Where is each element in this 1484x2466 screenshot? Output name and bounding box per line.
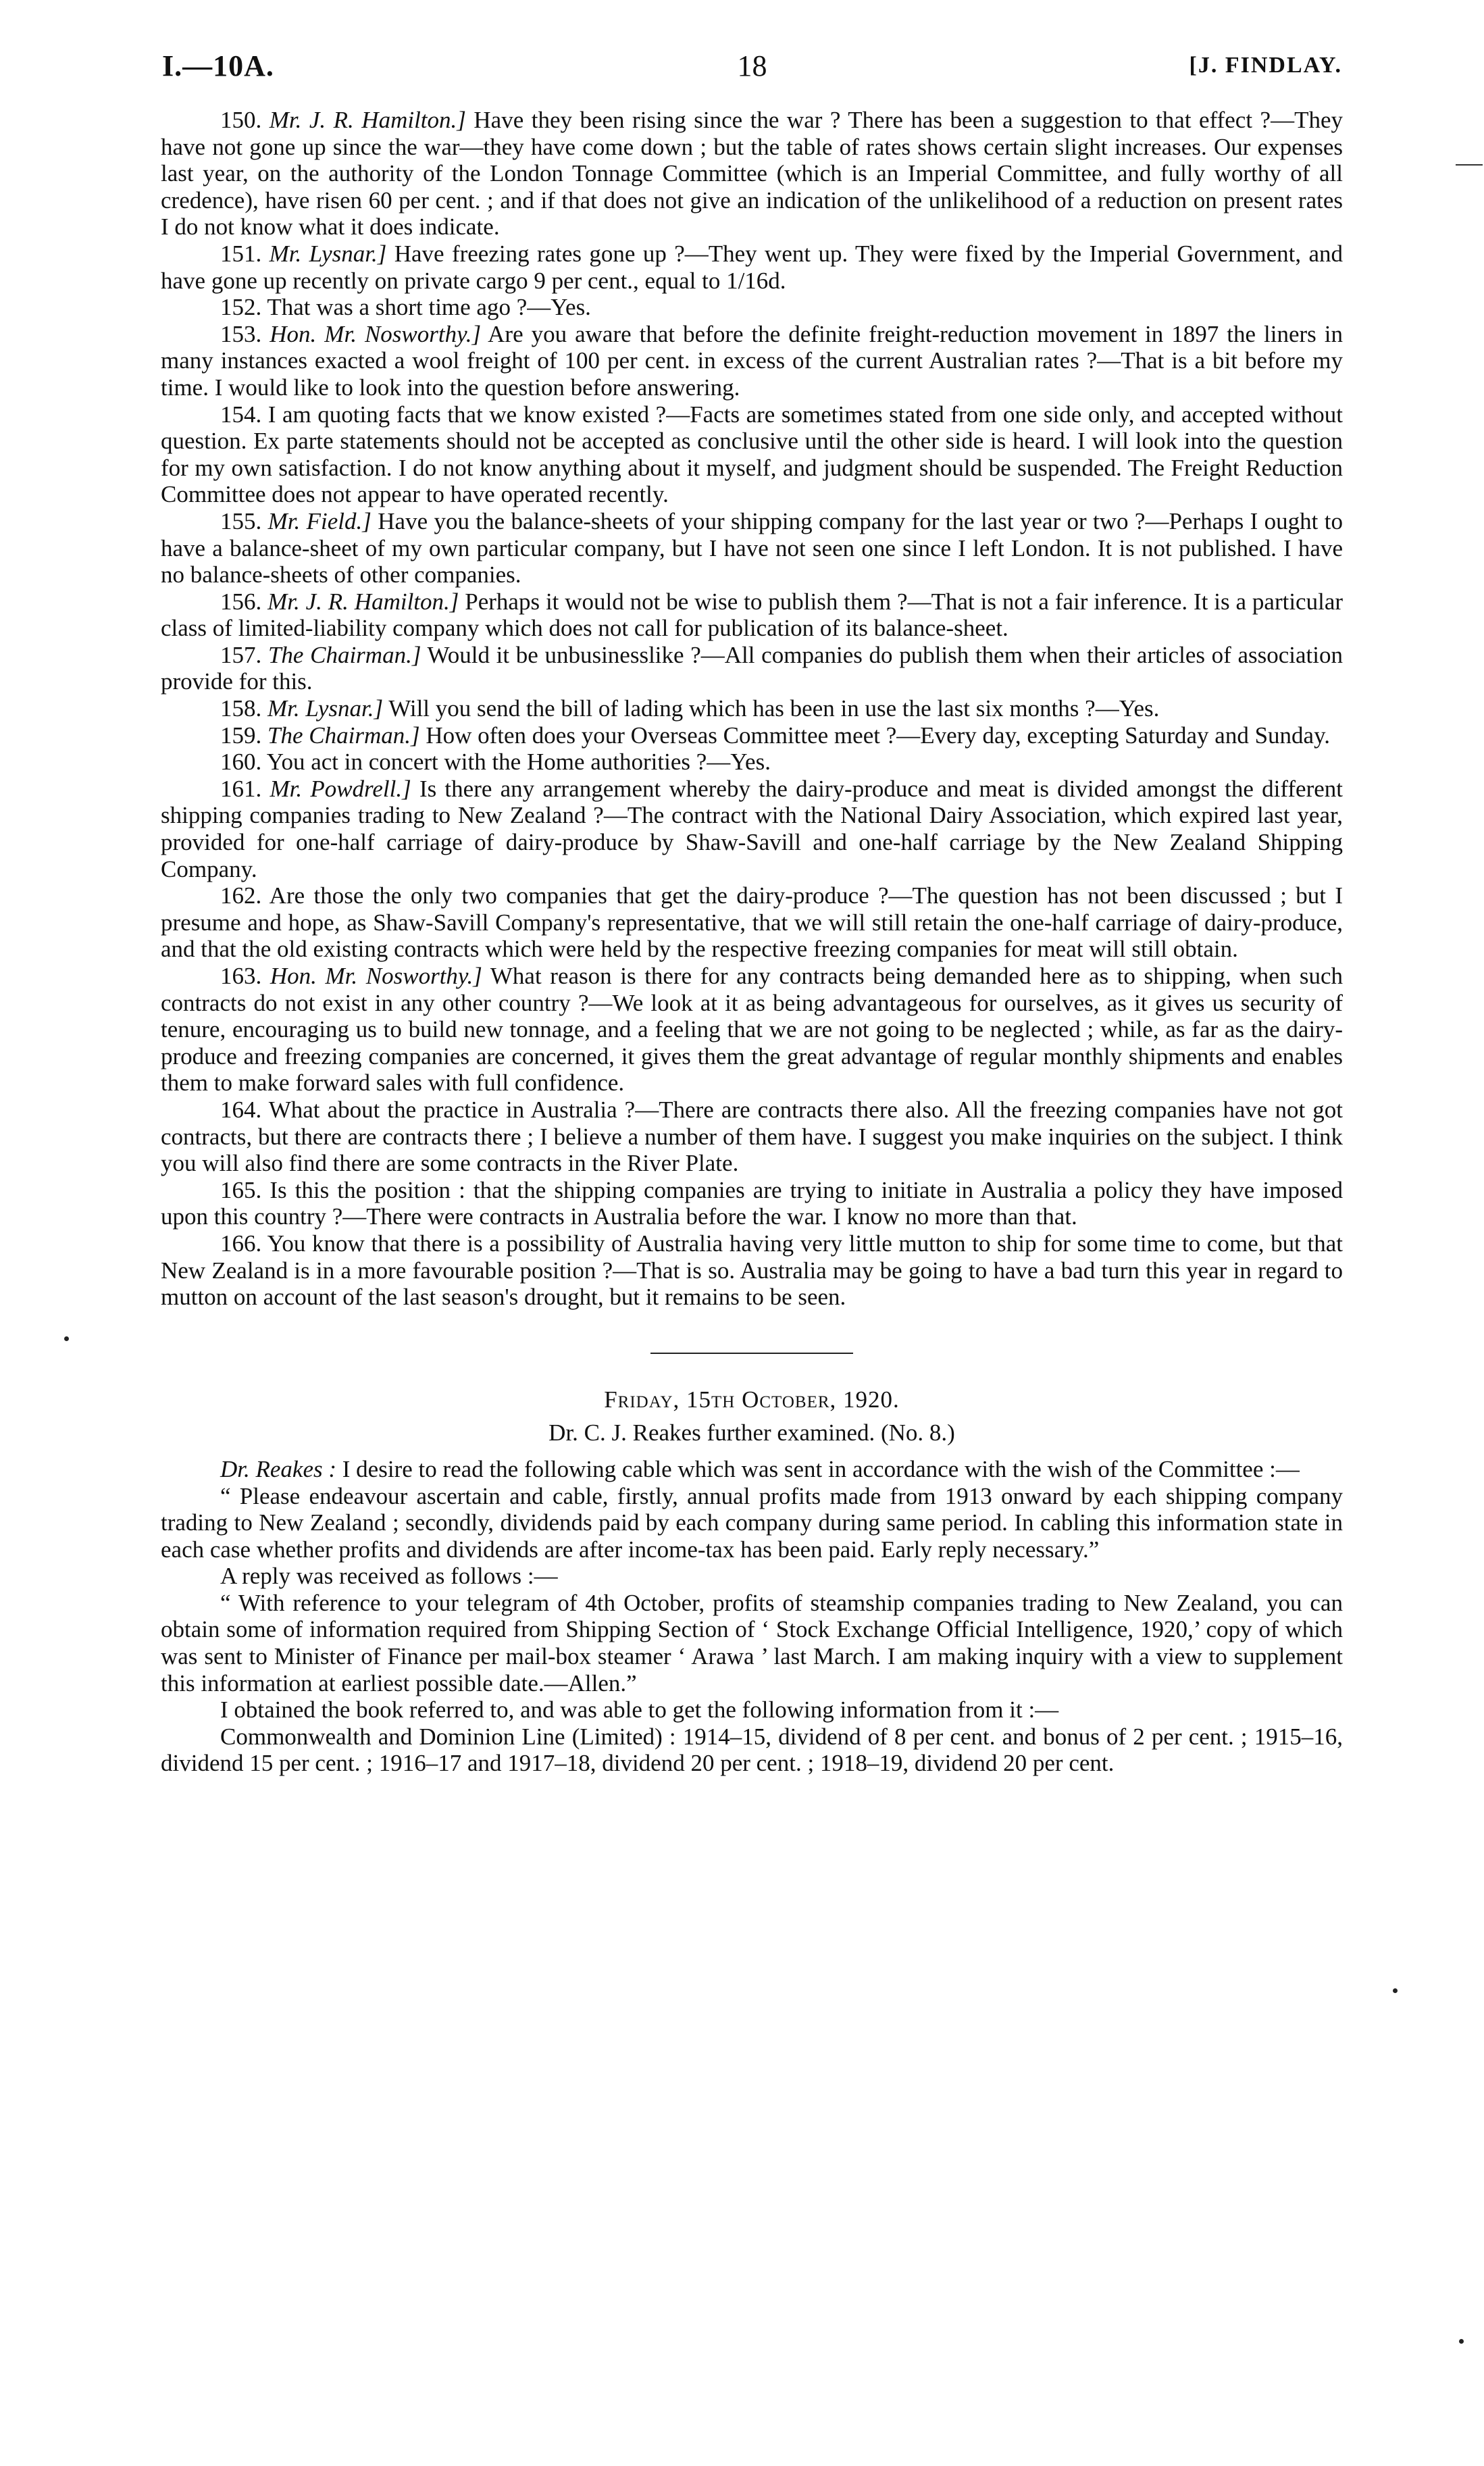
paragraph-text: How often does your Overseas Committee meet ?—Every day, excepting Saturday and Sunday. xyxy=(419,722,1331,749)
paragraph-text: I desire to read the following cable which was sent in accordance with the wish of the Committee :— xyxy=(336,1455,1300,1482)
paragraph-text: Have you the balance-sheets of your shipping company for the last year or two ?—Perhaps I ought to have a balance-sheet of my own particular company, but I have not seen one since I left London. It is not published. I have no balance-sheets of other companies. xyxy=(161,507,1344,588)
book-paragraph: I obtained the book referred to, and was able to get the following information from it :— xyxy=(220,1696,1059,1723)
qa-paragraph xyxy=(161,241,1343,294)
question-number: 165. xyxy=(220,1176,262,1203)
qa-paragraph xyxy=(161,1230,1343,1311)
question-number: 160. xyxy=(220,749,262,776)
speck-mark xyxy=(1459,2339,1464,2344)
paragraph-text: That was a short time ago ?—Yes. xyxy=(267,294,591,321)
paragraph-text: Will you send the bill of lading which has been in use the last six months ?—Yes. xyxy=(383,695,1160,722)
question-number: 158. xyxy=(220,695,262,722)
question-number: 154. xyxy=(220,401,262,428)
qa-paragraph xyxy=(161,1177,1343,1230)
paragraph-text: What about the practice in Australia ?—There are contracts there also. All the freezing companies have not got contracts, but there are contracts there ; I believe a number of them have. I suggest you make inquiries on the subject. I think you will also find there are some contracts in the River Plate. xyxy=(161,1096,1343,1177)
question-number: 159. xyxy=(220,722,262,749)
speaker-label: Mr. J. R. Hamilton.] xyxy=(269,107,466,133)
speaker-label: Mr. Field.] xyxy=(267,507,372,534)
intro-paragraph xyxy=(161,1456,1343,1483)
speaker-label: The Chairman.] xyxy=(267,722,420,749)
qa-paragraph xyxy=(161,776,1343,882)
qa-paragraph xyxy=(161,963,1343,1097)
cable-quote: “ Please endeavour ascertain and cable, firstly, annual profits made from 1913 onward by each shipping company trading to New Zealand ; secondly, dividends paid by each company during same period. In cabling this information state in each case whether profits and dividends are after income-tax has been paid. Early reply necessary.” xyxy=(161,1482,1343,1563)
paragraph-text: You act in concert with the Home authorities ?—Yes. xyxy=(266,749,771,776)
paragraph-text: Have freezing rates gone up ?—They went up. They were fixed by the Imperial Government, and have gone up recently on private cargo 9 per cent., equal to 1/16d. xyxy=(161,240,1344,294)
page-number: 18 xyxy=(737,49,767,82)
question-number: 153. xyxy=(220,320,262,347)
paragraph-text: Is there any arrangement whereby the dairy-produce and meat is divided amongst the different shipping companies trading to New Zealand ?—The contract with the National Dairy Association, which expired last year, provided for one-half carriage of dairy-produce by Shaw-Savill and one-half carriage by the New Zealand Shipping Company. xyxy=(161,775,1344,882)
question-number: 151. xyxy=(220,240,262,267)
paragraph-text: You know that there is a possibility of Australia having very little mutton to ship for some time to come, but that New Zealand is in a more favourable position ?—That is so. Australia may be going to have a bad turn this year in regard to mutton on account of the last season's drought, but it remains to be seen. xyxy=(161,1230,1343,1311)
section-divider xyxy=(650,1353,853,1354)
speaker-label: Hon. Mr. Nosworthy.] xyxy=(270,963,482,989)
paragraph-text: Have they been rising since the war ? There has been a suggestion to that effect ?—They have not gone up since the war—they have come down ; but the table of rates shows certain slight increases. Our expenses last year, on the authority of the London Tonnage Committee (which is an Imperial Committee, and fully worthy of all credence), have risen 60 per cent. ; and if that does not give an indication of the unlikelihood of a reduction on present rates I do not know what it does indicate. xyxy=(161,107,1343,241)
question-answer-list xyxy=(161,107,1343,1311)
margin-mark xyxy=(1456,164,1483,166)
paragraph-text: I am quoting facts that we know existed ?—Facts are sometimes stated from one side only, and accepted without question. Ex parte statements should not be accepted as conclusive until the other side is heard. I will look into the question for my own satisfaction. I do not know anything about it myself, and judgment should be suspended. The Freight Reduction Committee does not appear to have operated recently. xyxy=(161,401,1343,508)
qa-paragraph xyxy=(161,642,1343,695)
question-number: 155. xyxy=(220,507,262,534)
document-reference: I.—10A. xyxy=(162,49,274,82)
speck-mark xyxy=(1393,1988,1398,1993)
question-number: 152. xyxy=(220,294,262,321)
question-number: 150. xyxy=(220,107,262,133)
qa-paragraph xyxy=(161,401,1343,508)
paragraph-text: Are you aware that before the definite freight-reduction movement in 1897 the liners in many instances exacted a wool freight of 100 per cent. in excess of the current Australian rates ?—That is a bit before my time. I would like to look into the question before answering. xyxy=(161,320,1344,401)
paragraph-text: Is this the position : that the shipping companies are trying to initiate in Australia a policy they have imposed upon this country ?—There were contracts in Australia before the war. I know no more than that. xyxy=(161,1176,1343,1230)
paragraph-text: Would it be unbusinesslike ?—All companies do publish them when their articles of association provide for this. xyxy=(161,641,1343,695)
question-number: 164. xyxy=(220,1096,262,1123)
reply-intro: A reply was received as follows :— xyxy=(220,1563,558,1590)
speaker-label: The Chairman.] xyxy=(267,641,421,668)
speaker-label: Mr. Lysnar.] xyxy=(269,240,387,267)
speaker-label: Dr. Reakes : xyxy=(220,1455,337,1482)
qa-paragraph xyxy=(161,321,1343,401)
witness-heading: Dr. C. J. Reakes further examined. (No. 8.) xyxy=(548,1419,955,1446)
qa-paragraph xyxy=(161,722,1343,749)
dividend-paragraph: Commonwealth and Dominion Line (Limited) : 1914–15, dividend of 8 per cent. and bonus of 2 per cent. ; 1915–16, dividend 15 per cent. ; 1916–17 and 1917–18, dividend 20 per cent. ; 1918–19, dividend 20 per cent. xyxy=(161,1723,1343,1777)
reply-quote: “ With reference to your telegram of 4th October, profits of steamship companies trading to New Zealand, you can obtain some of information required from Shipping Section of ‘ Stock Exchange Official Intelligence, 1920,’ copy of which was sent to Minister of Finance per mail-box steamer ‘ Arawa ’ last March. I am making inquiry with a view to supplement this information at earliest possible date.—Allen.” xyxy=(161,1589,1343,1696)
question-number: 161. xyxy=(220,775,262,802)
qa-paragraph xyxy=(161,882,1343,963)
page-header xyxy=(162,49,1342,89)
qa-paragraph xyxy=(161,1097,1343,1177)
qa-paragraph xyxy=(161,695,1343,722)
qa-paragraph xyxy=(161,508,1343,588)
qa-paragraph xyxy=(161,749,1343,776)
question-number: 166. xyxy=(220,1230,262,1257)
witness-name: [J. FINDLAY. xyxy=(1189,53,1342,78)
qa-paragraph xyxy=(161,294,1343,321)
speaker-label: Mr. J. R. Hamilton.] xyxy=(267,588,459,615)
question-number: 156. xyxy=(220,588,262,615)
speaker-label: Mr. Lysnar.] xyxy=(267,695,384,722)
speaker-label: Hon. Mr. Nosworthy.] xyxy=(270,320,482,347)
speaker-label: Mr. Powdrell.] xyxy=(270,775,411,802)
question-number: 163. xyxy=(220,963,262,989)
section-date-heading: Friday, 15th October, 1920. xyxy=(604,1386,900,1413)
speck-mark xyxy=(64,1336,69,1341)
qa-paragraph xyxy=(161,107,1343,241)
paragraph-text: Perhaps it would not be wise to publish them ?—That is not a fair inference. It is a particular class of limited-liability company which does not call for publication of its balance-sheet. xyxy=(161,588,1344,642)
paragraph-text: What reason is there for any contracts being demanded here as to shipping, when such contracts do not exist in any other country ?—We look at it as being advantageous for ourselves, as it gives us security of tenure, encouraging us to build new tonnage, and a feeling that we are not going to be neglected ; while, as far as the dairy-produce and freezing companies are concerned, it gives them the great advantage of regular monthly shipments and enables them to make forward sales with full confidence. xyxy=(161,963,1344,1097)
paragraph-text: Are those the only two companies that get the dairy-produce ?—The question has not been discussed ; but I presume and hope, as Shaw-Savill Company's representative, that we will still retain the one-half carriage of dairy-produce, and that the old existing contracts which were held by the respective freezing companies for meat will still obtain. xyxy=(161,882,1343,963)
question-number: 162. xyxy=(220,882,262,909)
document-body xyxy=(161,107,1343,1777)
qa-paragraph xyxy=(161,588,1343,642)
question-number: 157. xyxy=(220,641,262,668)
